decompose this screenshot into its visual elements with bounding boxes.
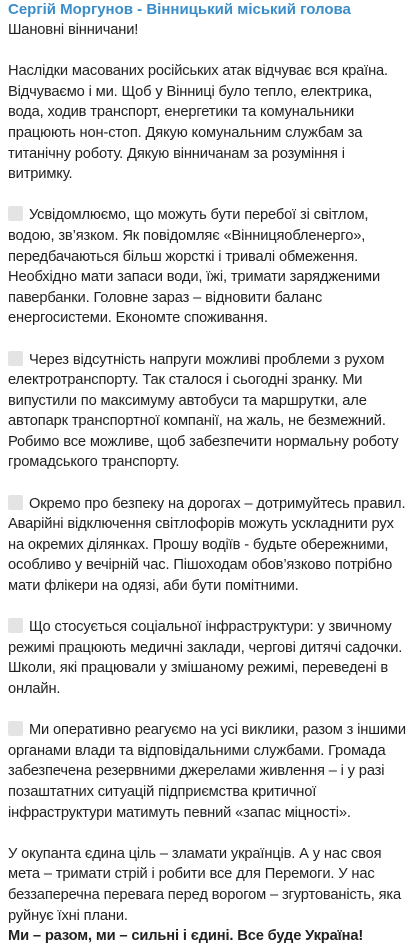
paragraph-gap — [8, 597, 409, 618]
point-paragraph-1 — [8, 205, 409, 329]
point-text-4: Що стосується соціальної інфраструктури: у звичному режимі працюють медичні заклади, чергові дитячі садочки. Школи, які працювали у змішаному режимі, переведені в онлайн. — [8, 619, 403, 697]
point-paragraph-4 — [8, 617, 409, 699]
point-paragraph-5 — [8, 720, 409, 823]
paragraph-gap — [8, 329, 409, 350]
point-paragraph-2 — [8, 350, 409, 474]
paragraph-gap — [8, 185, 409, 206]
square-bullet-icon — [8, 495, 23, 510]
paragraph-gap — [8, 41, 409, 62]
square-bullet-icon — [8, 351, 23, 366]
point-text-1: Усвідомлюємо, що можуть бути перебої зі світлом, водою, зв’язком. Як повідомляє «Вінницяобленерго», передбачаються більш жорсткі і тривалі обмеження. Необхідно мати запаси води, їжі, тримати зарядженими павербанки. Головне зараз – відновити баланс енергосистеми. Економте споживання. — [8, 207, 381, 327]
point-text-5: Ми оперативно реагуємо на усі виклики, разом з іншими органами влади та відповідальними службами. Громада забезпечена резервними джерелами живлення – і у разі позаштатних ситуацій підприємства критичної інфраструктури матимуть певний «запас міцності». — [8, 722, 406, 821]
square-bullet-icon — [8, 618, 23, 633]
square-bullet-icon — [8, 721, 23, 736]
point-text-2: Через відсутність напруги можливі проблеми з рухом електротранспорту. Так сталося і сьогодні зранку. Ми випустили по максимуму автобуси та маршрутки, але автопарк транспортної компанії, на жаль, не безмежний. Робимо все можливе, щоб забезпечити нормальну роботу громадського транспорту. — [8, 351, 399, 471]
closing-slogan: Ми – разом, ми – сильні і єдині. Все буде Україна! — [8, 928, 364, 945]
point-paragraph-3 — [8, 494, 409, 597]
greeting-text: Шановні вінничани! — [8, 22, 139, 38]
paragraph-gap — [8, 700, 409, 721]
intro-paragraph: Наслідки масованих російських атак відчуває вся країна. Відчуваємо і ми. Щоб у Вінниці було тепло, електрика, вода, ходив транспорт, енергетики та комунальники працюють нон-стоп. Дякую комунальним службам за титанічну роботу. Дякую вінничанам за розуміння і витримку. — [8, 63, 388, 183]
outro-paragraph: У окупанта єдина ціль – зламати українців. А у нас своя мета – тримати стрій і робити все для Перемоги. У нас беззаперечна перевага перед ворогом – згуртованість, яка руйнує їхні плани. — [8, 845, 402, 924]
paragraph-gap — [8, 823, 409, 844]
point-text-3: Окремо про безпеку на дорогах – дотримуйтесь правил. Аварійні відключення світлофорів можуть ускладнити рух на окремих ділянках. Прошу водіїв - будьте обережними, особливо у вечірній час. Пішоходам обов’язково потрібно мати флікери на одязі, аби бути помітними. — [8, 495, 406, 595]
message-text — [8, 20, 409, 947]
author-name-link[interactable]: Сергій Моргунов - Вінницький міський голова — [8, 1, 351, 18]
square-bullet-icon — [8, 206, 23, 221]
paragraph-gap — [8, 473, 409, 494]
